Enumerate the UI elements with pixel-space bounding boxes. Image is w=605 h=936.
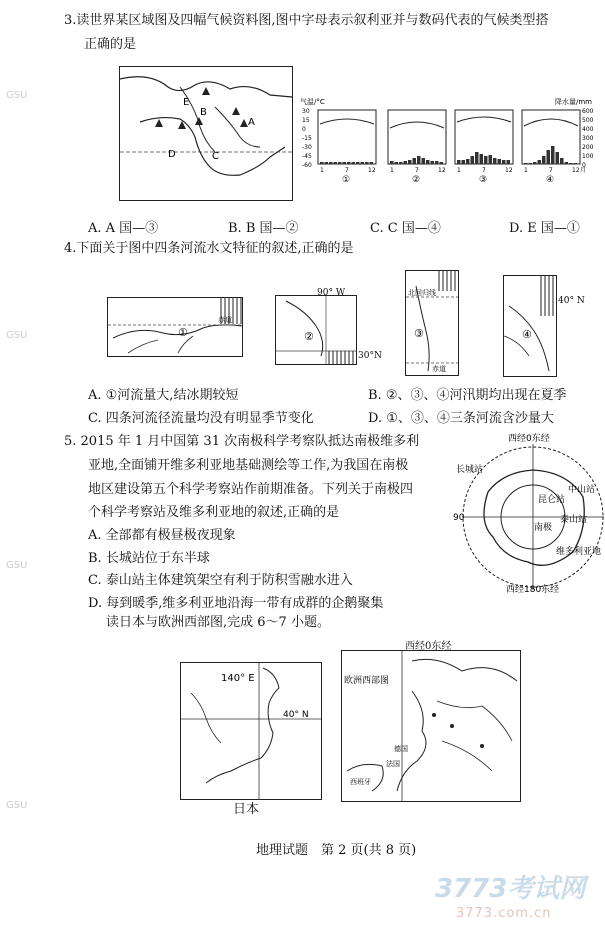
q3-precip-bar [533,162,537,164]
q5-stem-4: 个科学考察站及维多利亚地的叙述,正确的是 [88,505,340,520]
q3-month-label: 7 [345,167,349,174]
q5-stem-1: 5. 2015 年 1 月中国第 31 次南极科学考察队抵达南极维多利 [64,434,420,449]
q3-right-tick: 600 [582,108,594,115]
watermark-url: 3773.com.cn [456,906,552,921]
europe-germany: 德国 [394,745,408,753]
q3-right-tick: 300 [582,135,594,142]
q3-precip-bar [413,158,417,164]
q4-map2-lat: 30°N [358,351,382,361]
japan-map [180,662,322,800]
q3-month-label: 7 [415,167,419,174]
q5-zhongshan: 中山站 [568,485,596,495]
q3-label-a: A [248,117,255,128]
q3-stem-line1: 3.读世界某区域图及四幅气候资料图,图中字母表示叙利亚并与数码代表的气候类型搭 [64,13,549,28]
q3-precip-bar [493,158,497,164]
q3-precip-bar [547,150,551,164]
q3-precip-bar [399,162,403,164]
q3-chart-label: ② [412,175,421,185]
q3-temp-curve [457,117,511,122]
q3-precip-bar [320,162,324,164]
q5-taishan: 泰山站 [560,515,588,525]
q3-temp-curve [524,119,578,126]
q3-left-tick: 0 [302,126,306,133]
q3-temp-curve [320,119,374,124]
q3-precip-bar [551,146,555,164]
q3-climate-charts [300,96,600,188]
q3-climate-chart-2 [388,110,446,185]
q4-option-b: B. ②、③、④河汛期均出现在夏季 [368,388,567,403]
q5-option-b: B. 长城站位于东半球 [88,551,210,566]
q3-precip-bar [529,163,533,164]
q3-label-d: D [168,149,176,160]
q3-precip-bar [475,152,479,164]
q4-map2 [275,295,357,365]
q4-map3 [405,270,459,376]
q3-precip-bar [560,158,564,164]
q3-precip-bar [489,155,493,164]
q3-precip-bar [435,161,439,164]
q3-chart-frame [388,110,446,164]
q4-map3-equator: 赤道 [432,365,446,373]
q3-left-tick: -45 [302,153,312,160]
q3-right-ticks [582,108,594,169]
q3-precip-bar [569,163,573,164]
q3-precip-bar [338,162,342,164]
q3-option-a: A. A 国—③ [88,221,159,236]
japan-lat: 40° N [283,710,309,720]
q3-precip-bar [462,160,466,164]
europe-title: 西经0东经 [405,641,452,652]
q4-map1-river: ① [178,326,188,339]
q3-left-tick: -30 [302,144,312,151]
q5-label-top: 西经0东经 [508,434,550,444]
q3-precip-bar [498,159,502,164]
q3-left-tick: 15 [302,117,310,124]
japan-caption: 日本 [233,802,260,817]
q3-month-label: 12 [505,167,513,174]
q3-month-label: 1 [457,167,461,174]
q4-map3-river: ③ [414,327,424,340]
q3-right-tick: 100 [582,153,594,160]
q3-chart-label: ④ [546,175,555,185]
q4-map4-lat: 40° N [558,296,585,306]
q3-temp-curve [390,122,444,128]
q3-left-tick: -15 [302,135,312,142]
q5-victoria: 维多利亚地 [556,547,602,557]
watermark-logo: 3773考试网 [435,874,586,904]
q4-stem: 4.下面关于图中四条河流水文特征的叙述,正确的是 [64,241,354,256]
japan-lon: 140° E [221,673,255,684]
q4-map2-river: ② [304,330,314,343]
q3-precip-bar [422,158,426,164]
q3-precip-bar [390,161,394,164]
page-footer: 地理试题 第 2 页(共 8 页) [256,843,417,858]
q5-pole: 南极 [534,523,553,533]
side-mark-2: GSU [6,330,28,341]
q3-left-tick: -60 [302,162,312,169]
side-mark-3: GSU [6,560,28,571]
q3-precip-bar [408,160,412,164]
q3-month-label: 12 [438,167,446,174]
q5-stem-3: 地区建设第五个科学考察站作前期准备。下列关于南极四 [88,482,414,497]
q3-label-c: C [212,151,219,162]
q3-precip-bar [404,161,408,164]
q3-option-d: D. E 国—① [509,221,580,236]
q4-option-a: A. ①河流量大,结冰期较短 [88,388,239,403]
q4-map1 [107,297,243,357]
q3-right-tick: 0 [582,162,586,169]
q5-great-wall: 长城站 [456,465,484,475]
q3-precip-bar [334,162,338,164]
europe-spain: 西班牙 [350,778,371,786]
q3-month-label: 1 [524,167,528,174]
q3-month-label: 1 [390,167,394,174]
q4-option-d: D. ①、③、④三条河流含沙量大 [368,411,554,426]
q3-climate-chart-3 [455,110,513,185]
q3-precip-bar [361,162,365,164]
q3-chart-label: ③ [479,175,488,185]
q3-precip-bar [524,163,528,164]
q3-month-label: 7 [549,167,553,174]
q3-chart-frame [455,110,513,164]
q3-axis-right-title: 降水量/mm [555,98,592,106]
q3-precip-bar [426,160,430,164]
q4-option-c: C. 四条河流径流量均没有明显季节变化 [88,411,314,426]
q3-right-tick: 200 [582,144,594,151]
q3-precip-bar [347,162,351,164]
q3-precip-bar [370,162,374,164]
q3-precip-bar [395,162,399,164]
q5-stem-2: 亚地,全面铺开维多利亚地基础测绘等工作,为我国在南极 [88,458,409,473]
q3-month-label: 12 [368,167,376,174]
q3-precip-bar [431,161,435,164]
q5-option-a: A. 全部都有极昼极夜现象 [88,528,236,543]
q4-map4-river: ④ [522,328,532,341]
q3-precip-bar [556,152,560,164]
side-mark-4: GSU [6,800,28,811]
q3-left-tick: 30 [302,108,310,115]
q3-precip-bar [457,160,461,164]
intro-6-7: 读日本与欧洲西部图,完成 6～7 小题。 [106,615,330,630]
q3-region-map [119,66,293,201]
q3-label-b: B [200,107,207,118]
q3-precip-bar [471,156,475,164]
q3-right-tick: 500 [582,117,594,124]
q3-chart-frame [318,110,376,164]
side-mark-1: GSU [6,90,28,101]
q3-chart-label: ① [342,175,351,185]
q3-precip-bar [538,160,542,164]
europe-france: 法国 [386,760,400,768]
q3-precip-bar [542,156,546,164]
q4-map3-tropic: 北回归线 [408,289,436,297]
q3-month-label: 12 [572,167,580,174]
q3-precip-bar [484,156,488,164]
q3-option-b: B. B 国—② [228,221,299,236]
q3-precip-bar [417,156,421,164]
q3-precip-bar [466,159,470,164]
q3-label-e: E [183,97,190,108]
q5-option-c: C. 泰山站主体建筑架空有利于防积雪融水进入 [88,573,353,588]
q3-axis-left-title: 气温/°C [300,98,325,106]
europe-map [341,650,521,802]
q3-precip-bar [565,162,569,164]
q3-climate-chart-1 [318,110,376,185]
q3-precip-bar [325,162,329,164]
q3-precip-bar [329,162,333,164]
q3-precip-bar [352,162,356,164]
q3-option-c: C. C 国—④ [370,221,441,236]
q3-stem-line2: 正确的是 [84,37,137,52]
q3-left-ticks [302,108,312,169]
q4-map4 [503,275,557,377]
q5-antarctica-map [448,432,605,602]
q3-precip-bar [480,154,484,164]
q3-month-unit: 月 [580,167,587,174]
q3-precip-bar [356,162,360,164]
q3-precip-bar [365,162,369,164]
q3-precip-bar [574,163,578,164]
q3-precip-bar [507,160,511,164]
q3-precip-bar [502,160,506,164]
q3-climate-chart-4 [522,110,586,185]
q3-right-tick: 400 [582,126,594,133]
q3-month-label: 7 [482,167,486,174]
q3-month-label: 1 [320,167,324,174]
europe-side-label: 欧洲西部图 [344,676,390,686]
q4-map2-lon: 90° W [317,288,346,298]
q5-label-bottom: 西经180东经 [506,585,560,595]
q4-map1-equator: 赤道 [218,316,232,324]
q5-kunlun: 昆仑站 [538,495,566,505]
q3-precip-bar [440,162,444,164]
q5-label-left: 90 [453,513,465,523]
q5-option-d: D. 每到暖季,维多利亚地沿海一带有成群的企鹅聚集 [88,596,384,611]
q3-precip-bar [343,162,347,164]
